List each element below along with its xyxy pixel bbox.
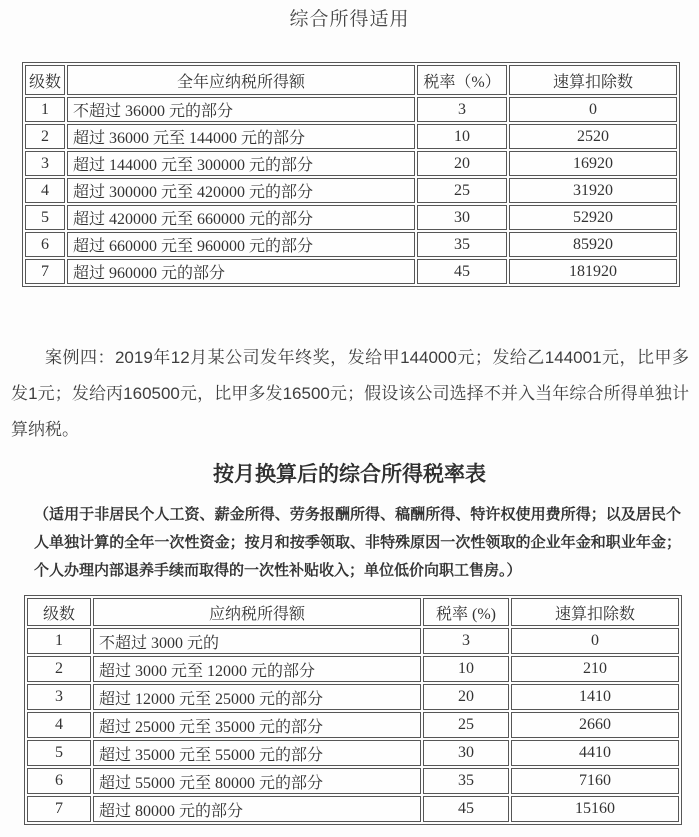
cell-level: 5: [25, 205, 65, 230]
table-row: [27, 768, 679, 794]
cell-level: 3: [25, 151, 65, 176]
cell-tax-rate: 10: [417, 124, 507, 149]
table-row: [25, 259, 677, 284]
page-title: 综合所得适用: [289, 9, 410, 30]
cell-quick-deduction: 15160: [511, 796, 679, 822]
cell-quick-deduction: 85920: [509, 232, 677, 257]
cell-tax-rate: 35: [417, 232, 507, 257]
header-quick-deduction: 速算扣除数: [509, 65, 677, 95]
cell-tax-rate: 20: [417, 151, 507, 176]
cell-level: 3: [27, 684, 91, 710]
header-tax-rate: 税率（%）: [417, 65, 507, 95]
cell-tax-rate: 10: [423, 656, 509, 682]
table-row: [27, 684, 679, 710]
cell-level: 7: [27, 796, 91, 822]
cell-income-bracket: 超过 660000 元至 960000 元的部分: [67, 232, 415, 257]
cell-level: 4: [27, 712, 91, 738]
cell-level: 6: [27, 768, 91, 794]
cell-quick-deduction: 210: [511, 656, 679, 682]
cell-quick-deduction: 2660: [511, 712, 679, 738]
table-row: [25, 232, 677, 257]
case-study-paragraph: 案例四：2019年12月某公司发年终奖，发给甲144000元；发给乙144001元，比甲多发1元；发给丙160500元，比甲多发16500元；假设该公司选择不并入当年综合所得单独计算纳税。: [11, 348, 689, 439]
cell-tax-rate: 45: [417, 259, 507, 284]
cell-tax-rate: 30: [423, 740, 509, 766]
cell-quick-deduction: 1410: [511, 684, 679, 710]
cell-level: 7: [25, 259, 65, 284]
table-row: [25, 205, 677, 230]
table-row: [25, 151, 677, 176]
cell-quick-deduction: 2520: [509, 124, 677, 149]
cell-level: 1: [25, 97, 65, 122]
table-header-row: [27, 598, 679, 626]
header-taxable-income: 应纳税所得额: [93, 598, 421, 626]
cell-tax-rate: 3: [423, 628, 509, 654]
cell-level: 4: [25, 178, 65, 203]
applicability-note-paragraph: （适用于非居民个人工资、薪金所得、劳务报酬所得、稿酬所得、特许权使用费所得；以及居民个人单独计算的全年一次性资金；按月和按季领取、非特殊原因一次性领取的企业年金和职业年金；个人办理内部退养手续而取得的一次性补贴收入；单位低价向职工售房。）: [34, 507, 681, 579]
header-level: 级数: [27, 598, 91, 626]
table-row: [27, 796, 679, 822]
cell-quick-deduction: 31920: [509, 178, 677, 203]
cell-income-bracket: 不超过 3000 元的: [93, 628, 421, 654]
cell-tax-rate: 45: [423, 796, 509, 822]
cell-income-bracket: 超过 12000 元至 25000 元的部分: [93, 684, 421, 710]
cell-level: 2: [27, 656, 91, 682]
cell-income-bracket: 超过 960000 元的部分: [67, 259, 415, 284]
cell-tax-rate: 25: [417, 178, 507, 203]
cell-tax-rate: 3: [417, 97, 507, 122]
table-row: [27, 628, 679, 654]
cell-tax-rate: 30: [417, 205, 507, 230]
cell-quick-deduction: 4410: [511, 740, 679, 766]
cell-income-bracket: 超过 55000 元至 80000 元的部分: [93, 768, 421, 794]
annual-table-body: [25, 97, 677, 284]
annual-tax-rate-table: [22, 62, 680, 287]
cell-income-bracket: 超过 3000 元至 12000 元的部分: [93, 656, 421, 682]
cell-level: 1: [27, 628, 91, 654]
table-row: [25, 124, 677, 149]
monthly-table-header: [27, 598, 679, 626]
header-level: 级数: [25, 65, 65, 95]
table-row: [27, 712, 679, 738]
table-header-row: [25, 65, 677, 95]
cell-tax-rate: 35: [423, 768, 509, 794]
cell-quick-deduction: 181920: [509, 259, 677, 284]
monthly-table-body: [27, 628, 679, 822]
header-quick-deduction: 速算扣除数: [511, 598, 679, 626]
cell-level: 5: [27, 740, 91, 766]
cell-income-bracket: 超过 25000 元至 35000 元的部分: [93, 712, 421, 738]
cell-income-bracket: 超过 35000 元至 55000 元的部分: [93, 740, 421, 766]
cell-quick-deduction: 16920: [509, 151, 677, 176]
cell-level: 2: [25, 124, 65, 149]
table-row: [27, 740, 679, 766]
table-row: [27, 656, 679, 682]
section-title: 按月换算后的综合所得税率表: [213, 462, 486, 486]
cell-income-bracket: 超过 144000 元至 300000 元的部分: [67, 151, 415, 176]
cell-income-bracket: 不超过 36000 元的部分: [67, 97, 415, 122]
annual-table-header: [25, 65, 677, 95]
cell-income-bracket: 超过 300000 元至 420000 元的部分: [67, 178, 415, 203]
cell-tax-rate: 25: [423, 712, 509, 738]
cell-level: 6: [25, 232, 65, 257]
table-row: [25, 178, 677, 203]
monthly-tax-rate-table: [24, 595, 682, 825]
cell-income-bracket: 超过 80000 元的部分: [93, 796, 421, 822]
cell-quick-deduction: 7160: [511, 768, 679, 794]
cell-tax-rate: 20: [423, 684, 509, 710]
cell-quick-deduction: 0: [511, 628, 679, 654]
cell-quick-deduction: 52920: [509, 205, 677, 230]
cell-quick-deduction: 0: [509, 97, 677, 122]
cell-income-bracket: 超过 36000 元至 144000 元的部分: [67, 124, 415, 149]
cell-income-bracket: 超过 420000 元至 660000 元的部分: [67, 205, 415, 230]
header-taxable-income: 全年应纳税所得额: [67, 65, 415, 95]
header-tax-rate: 税率 (%): [423, 598, 509, 626]
table-row: [25, 97, 677, 122]
